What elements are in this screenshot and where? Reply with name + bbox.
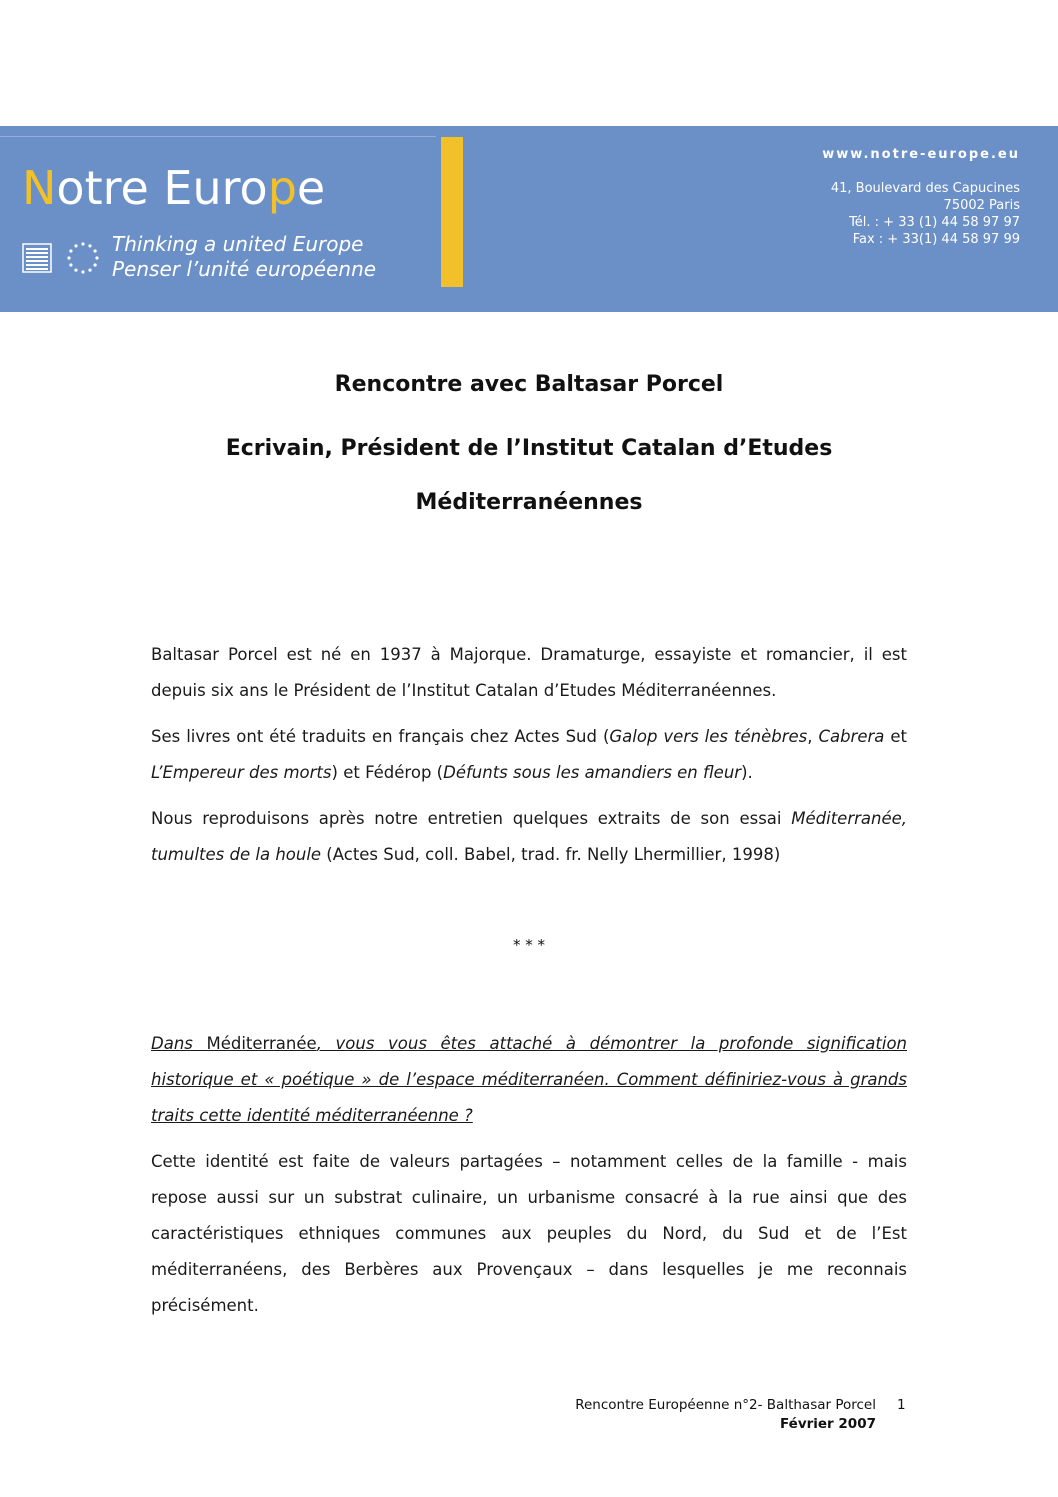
document-lines-icon bbox=[22, 243, 52, 273]
intro-section bbox=[151, 637, 907, 873]
text-run: ) et Fédérop ( bbox=[331, 763, 444, 782]
subtitle-line2: Méditerranéennes bbox=[415, 490, 643, 515]
text-run: , bbox=[807, 727, 819, 746]
logo-gold-bar bbox=[441, 137, 463, 287]
book-title: Cabrera bbox=[818, 727, 885, 746]
page-number: 1 bbox=[897, 1397, 906, 1413]
book-title: Galop vers les ténèbres bbox=[609, 727, 808, 746]
page-footer bbox=[575, 1396, 876, 1434]
logo-wordmark bbox=[22, 158, 325, 218]
subtitle-line1: Ecrivain, Président de l’Institut Catalan d’Etudes bbox=[225, 436, 833, 461]
book-title: Défunts sous les amandiers en fleur bbox=[443, 763, 742, 782]
intro-paragraph-1: Baltasar Porcel est né en 1937 à Majorque. Dramaturge, essayiste et romancier, il est depuis six ans le Président de l’Institut Catalan d’Etudes Méditerranéennes. bbox=[151, 645, 907, 700]
text-run: Ses livres ont été traduits en français chez Actes Sud ( bbox=[151, 727, 610, 746]
contact-block bbox=[822, 146, 1020, 248]
logo-middle: otre Euro bbox=[56, 161, 268, 215]
logo-accent-letter: p bbox=[267, 161, 297, 215]
header-divider bbox=[0, 136, 436, 137]
text-run: Nous reproduisons après notre entretien quelques extraits de son essai bbox=[151, 809, 792, 828]
tagline-fr: Penser l’unité européenne bbox=[112, 257, 377, 281]
interview-section bbox=[151, 1026, 907, 1324]
logo-last: e bbox=[296, 161, 326, 215]
text-run: , vous vous êtes attaché à démontrer la profonde signification historique et « poétique » de l’espace méditerranéen. Comment définiriez-vous à grands traits cette identité méditerranéenne ? bbox=[151, 1034, 907, 1125]
tagline-en: Thinking a united Europe bbox=[112, 232, 364, 256]
address-line1: 41, Boulevard des Capucines bbox=[830, 181, 1020, 196]
intro-paragraph-3 bbox=[151, 801, 907, 873]
book-title: L’Empereur des morts bbox=[151, 763, 332, 782]
address-line2: 75002 Paris bbox=[943, 198, 1020, 213]
fax: Fax : + 33(1) 44 58 97 99 bbox=[852, 232, 1020, 247]
page-title: Rencontre avec Baltasar Porcel bbox=[334, 372, 724, 397]
book-title: Méditerranée bbox=[206, 1034, 317, 1053]
eu-stars-icon bbox=[66, 241, 100, 275]
footer-line1: Rencontre Européenne n°2- Balthasar Porcel bbox=[575, 1397, 876, 1413]
intro-paragraph-2 bbox=[151, 719, 907, 791]
tagline bbox=[112, 232, 376, 282]
book-title: Méditerranée, tumultes de la houle bbox=[151, 809, 907, 864]
logo-first-letter: N bbox=[22, 161, 57, 215]
text-run: et bbox=[884, 727, 907, 746]
text-run: ). bbox=[741, 763, 753, 782]
phone: Tél. : + 33 (1) 44 58 97 97 bbox=[849, 215, 1020, 230]
interview-answer: Cette identité est faite de valeurs partagées – notamment celles de la famille - mais repose aussi sur un substrat culinaire, un urbanisme consacré à la rue ainsi que des caractéristiques ethniques communes aux peuples du Nord, du Sud et de l’Est méditerranéens, des Berbères aux Provençaux – dans lesquelles je me reconnais précisément. bbox=[151, 1152, 907, 1315]
footer-date: Février 2007 bbox=[779, 1416, 876, 1432]
text-run: (Actes Sud, coll. Babel, trad. fr. Nelly Lhermillier, 1998) bbox=[321, 845, 781, 864]
section-separator: * * * bbox=[512, 936, 546, 954]
text-run: Dans bbox=[151, 1034, 207, 1053]
interview-question bbox=[151, 1026, 907, 1134]
website-link[interactable]: www.notre-europe.eu bbox=[822, 147, 1020, 162]
